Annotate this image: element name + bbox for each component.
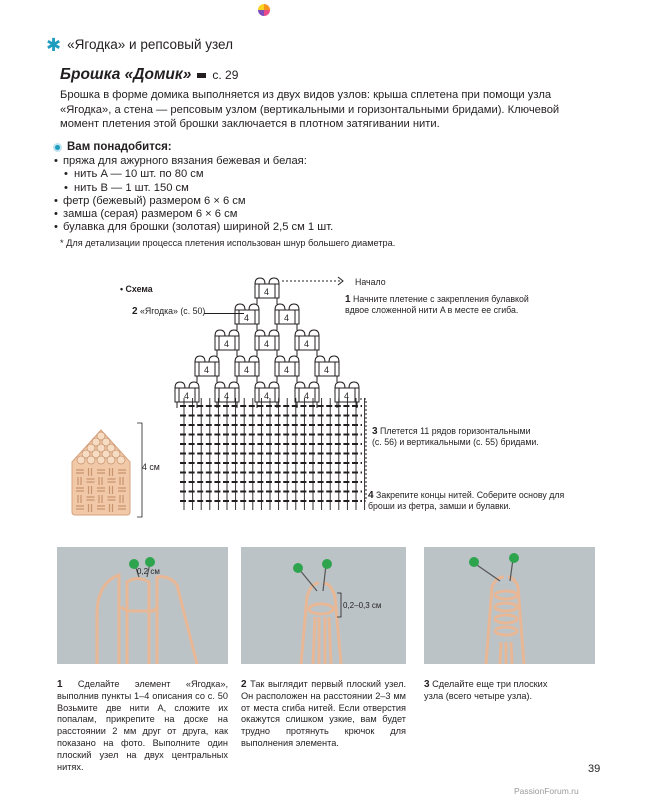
knot-count-label: 4	[244, 313, 250, 323]
bullet-icon: •	[120, 284, 124, 294]
knot-count-label: 4	[304, 391, 310, 401]
photo-step-3	[424, 547, 595, 664]
yagodka-knots	[175, 278, 359, 408]
yagodka-knot	[255, 278, 279, 304]
list-item: • фетр (бежевый) размером 6 × 6 см	[54, 195, 333, 208]
brooch-illustration	[66, 420, 136, 516]
yagodka-knot	[275, 356, 299, 382]
yagodka-knot	[235, 304, 259, 330]
leader-line	[204, 313, 244, 314]
page-ref-icon	[197, 73, 206, 78]
footnote: * Для детализации процесса плетения использован шнур большего диаметра.	[60, 238, 396, 248]
knot-count-label: 4	[204, 365, 210, 375]
knot-count-label: 4	[324, 365, 330, 375]
photo-step-1	[57, 547, 228, 664]
knot-count-label: 4	[264, 391, 270, 401]
photo-step-2	[241, 547, 406, 664]
caption-step-2: 2 Так выглядит первый плоский узел. Он расположен на расстоянии 2–3 мм от места сгиба нитей. Если отверстия окажутся слишком узкие, вам будет трудно протянуть крючок для выполнения элемента.	[241, 679, 406, 748]
list-item: • нить A — 10 шт. по 80 см	[54, 168, 333, 181]
measure-label: 0,2–0,3 см	[343, 601, 382, 610]
yagodka-knot	[235, 356, 259, 382]
page-ref: с. 29	[212, 68, 239, 82]
step-4-note: 4 Закрепите концы нитей. Соберите основу для броши из фетра, замши и булавки.	[368, 490, 565, 511]
list-item: • нить B — 1 шт. 150 см	[54, 182, 333, 195]
caption-step-1: 1 Сделайте элемент «Ягодка», выполнив пункты 1–4 описания со с. 50 Возьмите две нити A, сложите их попалам, прикрепите на доске на расстоянии 2 мм друг от друга, как показано на фото. Выполните один плоский узел на двух центральных нитях.	[57, 679, 228, 772]
yagodka-knot	[255, 330, 279, 356]
step-1-note: 1 Начните плетение с закрепления булавкой вдвое сложенной нити A в месте ее сгиба.	[345, 294, 529, 315]
yagodka-knot	[295, 382, 319, 408]
yagodka-knot	[275, 304, 299, 330]
knot-count-label: 4	[264, 287, 270, 297]
scheme-label: • Схема	[120, 284, 153, 294]
knot-count-label: 4	[344, 391, 350, 401]
section-title	[46, 34, 233, 55]
yagodka-knot	[255, 382, 279, 408]
section-title-text: «Ягодка» и репсовый узел	[67, 37, 233, 52]
knot-count-label: 4	[264, 339, 270, 349]
yagodka-knot	[215, 330, 239, 356]
knot-count-label: 4	[184, 391, 190, 401]
caption-step-3: 3 Сделайте еще три плоских узла (всего четыре узла).	[424, 679, 548, 701]
knot-count-label: 4	[284, 365, 290, 375]
star-icon: ✱	[46, 34, 62, 55]
list-item: • пряжа для ажурного вязания бежевая и белая:	[54, 155, 333, 168]
step-3-note: 3 Плетется 11 рядов горизонтальными (с. 56) и вертикальными (с. 55) бридами.	[372, 426, 539, 447]
title-text: Брошка «Домик»	[60, 66, 192, 83]
page-number: 39	[588, 763, 601, 775]
berry-bead	[117, 456, 125, 464]
yagodka-knot	[295, 330, 319, 356]
materials-heading	[53, 141, 172, 153]
step-2-note: 2 «Ягодка» (с. 50).	[132, 306, 208, 317]
publisher-logo	[258, 4, 270, 16]
reps-grid	[180, 398, 365, 510]
berry-bead	[97, 456, 105, 464]
bullet-circle-icon	[53, 143, 62, 152]
knot-count-label: 4	[224, 391, 230, 401]
knot-count-label: 4	[224, 339, 230, 349]
size-label: 4 см	[142, 462, 160, 472]
start-label: Начало	[355, 277, 386, 287]
measure-label: 0,2 см	[137, 567, 160, 576]
materials-list	[54, 155, 333, 235]
intro-paragraph: Брошка в форме домика выполняется из двух видов узлов: крыша сплетена при помощи узла «Ягодка», а стена — репсовым узлом (вертикальными и горизонтальными бридами). Ключевой момент плетения этой брошки заключается в плотном затягивании нити.	[60, 89, 560, 130]
berry-bead	[77, 456, 85, 464]
yagodka-knot	[195, 356, 219, 382]
yagodka-knot	[315, 356, 339, 382]
yagodka-knot	[175, 382, 199, 408]
watermark: PassionForum.ru	[514, 786, 579, 796]
berry-bead	[107, 456, 115, 464]
page-title	[60, 66, 238, 84]
berry-bead	[87, 456, 95, 464]
materials-heading-text: Вам понадобится:	[67, 141, 172, 153]
rows-bracket	[360, 398, 372, 502]
start-arrow-icon	[282, 274, 352, 288]
knot-count-label: 4	[284, 313, 290, 323]
list-item: • замша (серая) размером 6 × 6 см	[54, 208, 333, 221]
knot-count-label: 4	[304, 339, 310, 349]
list-item: • булавка для брошки (золотая) шириной 2,5 см 1 шт.	[54, 221, 333, 234]
knot-count-label: 4	[244, 365, 250, 375]
